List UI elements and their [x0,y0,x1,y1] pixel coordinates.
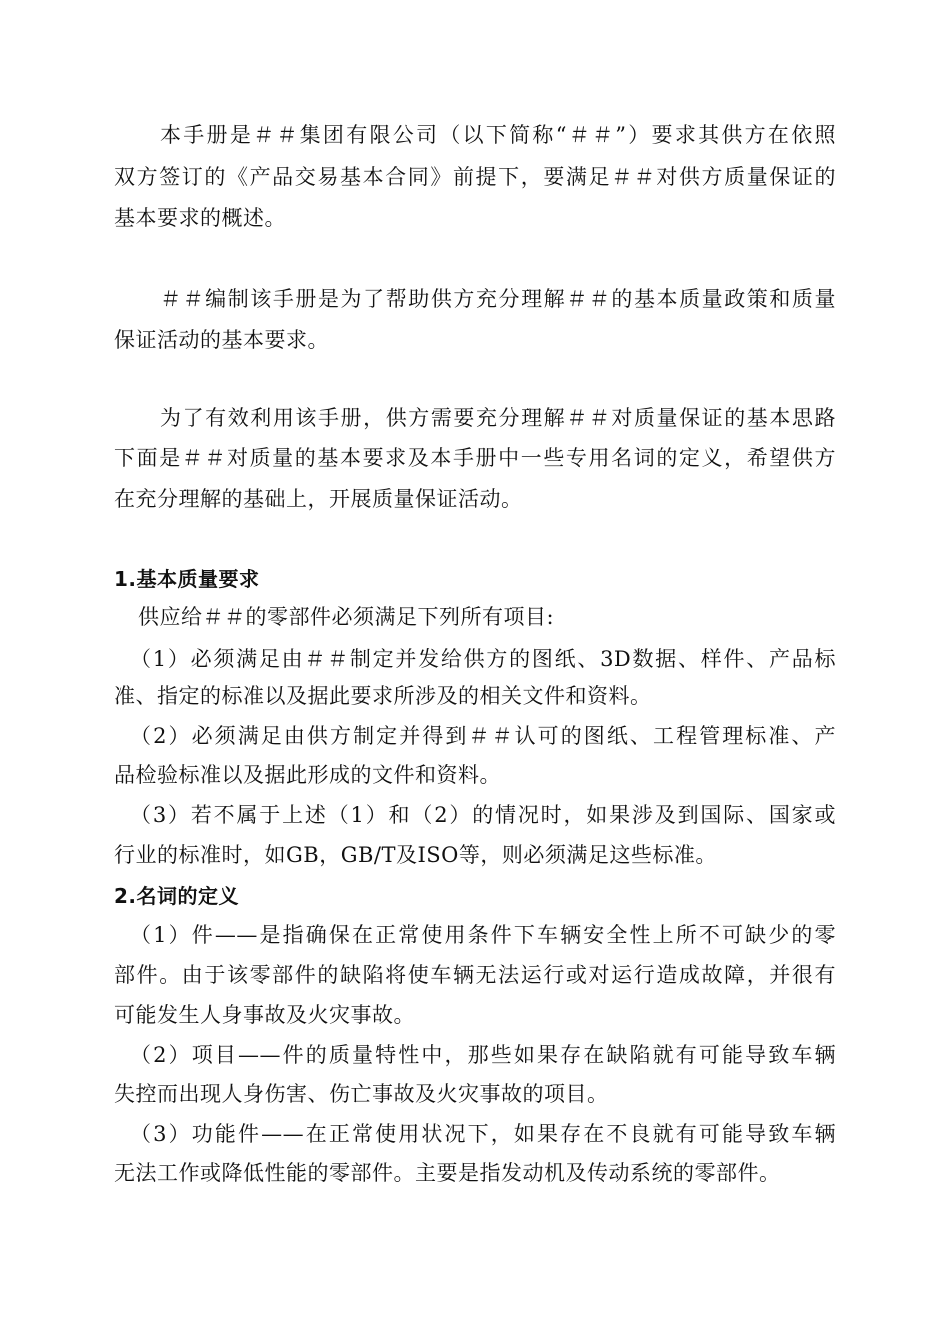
intro-p1-line-1: 本手册是＃＃集团有限公司（以下简称“＃＃”）要求其供方在依照 [160,123,836,147]
section2-item1-line-1: （1）件——是指确保在正常使用条件下车辆安全性上所不可缺少的零 [130,923,836,947]
intro-p3-line-2: 下面是＃＃对质量的基本要求及本手册中一些专用名词的定义，希望供方 [114,446,836,470]
section2-item3-line-1: （3）功能件——在正常使用状况下，如果存在不良就有可能导致车辆 [130,1122,836,1146]
section1-heading: 1.基本质量要求 [114,567,260,591]
intro-p1-line-2: 双方签订的《产品交易基本合同》前提下，要满足＃＃对供方质量保证的 [114,165,836,189]
section2-item3-line-2: 无法工作或降低性能的零部件。主要是指发动机及传动系统的零部件。 [114,1161,781,1185]
section1-item3-line-2: 行业的标准时，如GB，GB/T及ISO等，则必须满足这些标准。 [114,843,717,867]
intro-p2-line-1: ＃＃编制该手册是为了帮助供方充分理解＃＃的基本质量政策和质量 [160,287,836,311]
section1-item2-line-2: 品检验标准以及据此形成的文件和资料。 [114,763,501,787]
section1-item1-line-2: 准、指定的标准以及据此要求所涉及的相关文件和资料。 [114,684,652,708]
section1-item2-line-1: （2）必须满足由供方制定并得到＃＃认可的图纸、工程管理标准、产 [130,724,836,748]
intro-p3-line-1: 为了有效利用该手册，供方需要充分理解＃＃对质量保证的基本思路 [160,406,836,430]
intro-p3-line-3: 在充分理解的基础上，开展质量保证活动。 [114,487,523,511]
section2-item2-line-1: （2）项目——件的质量特性中，那些如果存在缺陷就有可能导致车辆 [130,1043,836,1067]
section2-item2-line-2: 失控而出现人身伤害、伤亡事故及火灾事故的项目。 [114,1082,609,1106]
section1-item3-line-1: （3）若不属于上述（1）和（2）的情况时，如果涉及到国际、国家或 [130,803,836,827]
section2-item1-line-2: 部件。由于该零部件的缺陷将使车辆无法运行或对运行造成故障，并很有 [114,963,836,987]
section1-item1-line-1: （1）必须满足由＃＃制定并发给供方的图纸、3D数据、样件、产品标 [130,647,836,671]
section1-lead: 供应给＃＃的零部件必须满足下列所有项目: [138,605,555,629]
intro-p1-line-3: 基本要求的概述。 [114,206,286,230]
section2-heading: 2.名词的定义 [114,884,240,908]
section2-item1-line-3: 可能发生人身事故及火灾事故。 [114,1003,415,1027]
intro-p2-line-2: 保证活动的基本要求。 [114,328,329,352]
